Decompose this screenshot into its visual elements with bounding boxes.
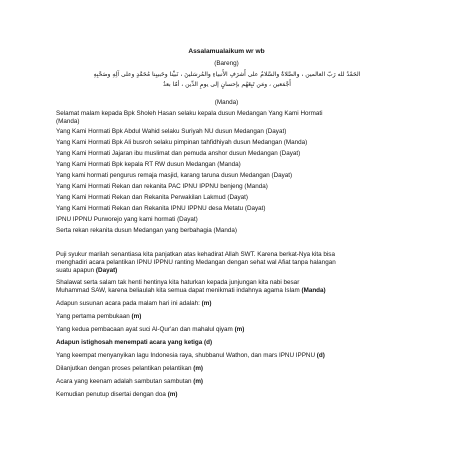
salutation-line: Yang Kami Hormati Bpk Abdul Wahid selaku Suriyah NU dusun Medangan (Dayat) [56, 128, 287, 135]
greeting-heading: Assalamualaikum wr wb [188, 48, 265, 55]
agenda-item: Adapun susunan acara pada malam hari ini adalah: (m) [56, 300, 212, 307]
agenda-item: Acara yang keenam adalah sambutan sambutan (m) [56, 378, 204, 385]
shalawat-paragraph-line: Muhammad SAW, karena beliaulah kita semua dapat menikmati indahnya agama Islam (Manda) [56, 287, 326, 294]
salutation-line: Yang Kami Hormati Bpk Ali busroh selaku pimpinan tahfidhiyah dusun Medangan (Manda) [56, 139, 308, 146]
agenda-item: Dilanjutkan dengan proses pelantikan pelantikan (m) [56, 365, 204, 372]
salutation-line: IPNU IPPNU Purworejo yang kami hormati (Dayat) [56, 216, 198, 223]
salutation-line: Yang kami hormati pengurus remaja masjid, karang taruna dusun Medangan (Dayat) [56, 172, 293, 179]
gratitude-paragraph-line: menghadiri acara pelantikan IPNU IPPNU ranting Medangan dengan sehat wal Afiat tanpa halangan [56, 259, 336, 266]
salutation-line: Yang Kami Hormati Rekan dan Rekanita IPNU IPPNU desa Metatu (Dayat) [56, 205, 266, 212]
speaker-bareng: (Bareng) [214, 60, 239, 67]
agenda-item: Yang keempat menyanyikan lagu Indonesia raya, shubbanul Wathon, dan mars IPNU IPPNU (d) [56, 352, 325, 359]
speaker-manda: (Manda) [214, 99, 239, 106]
agenda-item: Yang kedua pembacaan ayat suci Al-Qur'an dan mahalul qiyam (m) [56, 326, 245, 333]
salutation-line: Yang Kami Hormati Jajaran ibu muslimat dan pemuda anshor dusun Medangan (Dayat) [56, 150, 301, 157]
salutation-line: Serta rekan rekanita dusun Medangan yang berbahagia (Manda) [56, 227, 237, 234]
salutation-line: Yang Kami Hormati Bpk kepala RT RW dusun Medangan (Manda) [56, 161, 241, 168]
salutation-line: Yang Kami Hormati Rekan dan Rekanita Perwakilan Lakmud (Dayat) [56, 194, 249, 201]
gratitude-paragraph-line: Puji syukur marilah senantiasa kita panjatkan atas kehadirat Allah SWT. Karena berkat-Nya kita bisa [56, 251, 335, 258]
agenda-item: Yang pertama pembukaan (m) [56, 313, 142, 320]
arabic-opening-line-1: الحَمْدُ لله رَبّ العالمين ، والصَّلاةُ والسَّلامُ على أَشرَفِ الأَنبياءِ والمُرسَلينَ ، نَبيِّنا وحَبيبِنا مُحَمَّدٍ وعلى آلِهِ وصَحْبِهِ [93, 71, 361, 78]
agenda-item: Kemudian penutup disertai dengan doa (m) [56, 391, 178, 398]
agenda-item: Adapun istighosah menempati acara yang ketiga (d) [56, 339, 213, 346]
shalawat-paragraph-line: Shalawat serta salam tak henti hentinya kita haturkan kepada junjungan kita nabi besar [56, 279, 300, 286]
salutation-line: Selamat malam kepada Bpk Sholeh Hasan selaku kepala dusun Medangan Yang Kami Hormati [56, 110, 323, 117]
arabic-opening-line-2: أَجْمَعين ، ومَن تَبِعَهُم بإحسانٍ إلى يومِ الدِّين ، أمّا بعدُ [163, 81, 291, 88]
gratitude-paragraph-line: suatu apapun (Dayat) [56, 267, 118, 274]
salutation-line: (Manda) [56, 118, 80, 125]
salutation-line: Yang Kami Hormati Rekan dan rekanita PAC IPNU IPPNU benjeng (Manda) [56, 183, 268, 190]
